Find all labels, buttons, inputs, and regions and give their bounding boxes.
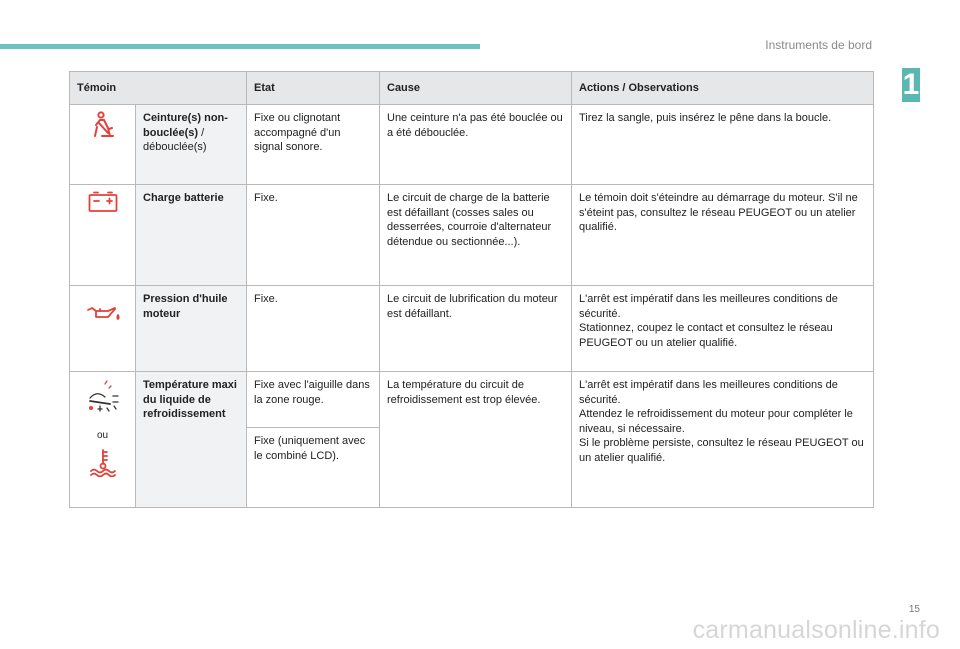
cause-cell: La température du circuit de refroidissement est trop élevée. [380,372,572,508]
action-line: Stationnez, coupez le contact et consultez le réseau PEUGEOT ou un atelier qualifié. [579,322,833,349]
state-cell: Fixe. [247,185,380,286]
temperature-gauge-icon [83,378,123,423]
table-row [70,372,874,428]
icon-cell [70,372,136,508]
cause-cell: Une ceinture n'a pas été bouclée ou a été débouclée. [380,105,572,185]
action-line: L'arrêt est impératif dans les meilleures conditions de sécurité. [579,379,838,406]
light-name: Température maxi du liquide de refroidissement [143,379,237,420]
icon-cell [70,286,136,372]
action-line: Attendez le refroidissement du moteur pour compléter le niveau, si nécessaire. [579,408,853,435]
light-name: Ceinture(s) non-bouclée(s) [143,112,228,139]
state-cell: Fixe avec l'aiguille dans la zone rouge. [247,372,380,428]
header-temoin: Témoin [70,72,247,105]
action-line: L'arrêt est impératif dans les meilleures conditions de sécurité. [579,293,838,320]
light-name: Charge batterie [143,192,224,204]
cause-cell: Le circuit de lubrification du moteur est défaillant. [380,286,572,372]
icon-cell [70,105,136,185]
battery-charge-icon [88,191,118,218]
light-name-suffix: / débouclée(s) [143,126,207,153]
action-line: Si le problème persiste, consultez le réseau PEUGEOT ou un atelier qualifié. [579,437,864,464]
icon-cell [70,185,136,286]
table-row [70,185,874,286]
state-cell: Fixe ou clignotant accompagné d'un signal sonore. [247,105,380,185]
header-etat: Etat [247,72,380,105]
light-name: Pression d'huile moteur [143,293,228,320]
actions-cell: Tirez la sangle, puis insérez le pêne dans la boucle. [572,105,874,185]
name-cell [136,185,247,286]
seatbelt-warning-icon [89,111,117,146]
top-accent-bar [0,44,480,49]
cause-cell: Le circuit de charge de la batterie est défaillant (cosses sales ou desserrées, courroie d'alternateur détendue ou sectionnée...). [380,185,572,286]
table-row [70,105,874,185]
page-number: 15 [908,604,920,615]
watermark: carmanualsonline.info [692,616,940,644]
name-cell [136,372,247,508]
icon-separator: ou [96,429,109,441]
table-row [70,286,874,372]
state-cell: Fixe. [247,286,380,372]
name-cell [136,286,247,372]
state-cell: Fixe (uniquement avec le combiné LCD). [247,428,380,508]
actions-cell: Le témoin doit s'éteindre au démarrage du moteur. S'il ne s'éteint pas, consultez le réseau PEUGEOT ou un atelier qualifié. [572,185,874,286]
coolant-temperature-icon [88,447,118,482]
header-cause: Cause [380,72,572,105]
table-header-row [70,72,874,105]
header-actions: Actions / Observations [572,72,874,105]
actions-cell [572,372,874,508]
name-cell [136,105,247,185]
actions-cell [572,286,874,372]
oil-pressure-icon [86,304,120,327]
section-title: Instruments de bord [765,38,872,52]
warning-lights-table [69,71,874,508]
chapter-number: 1 [902,68,920,101]
